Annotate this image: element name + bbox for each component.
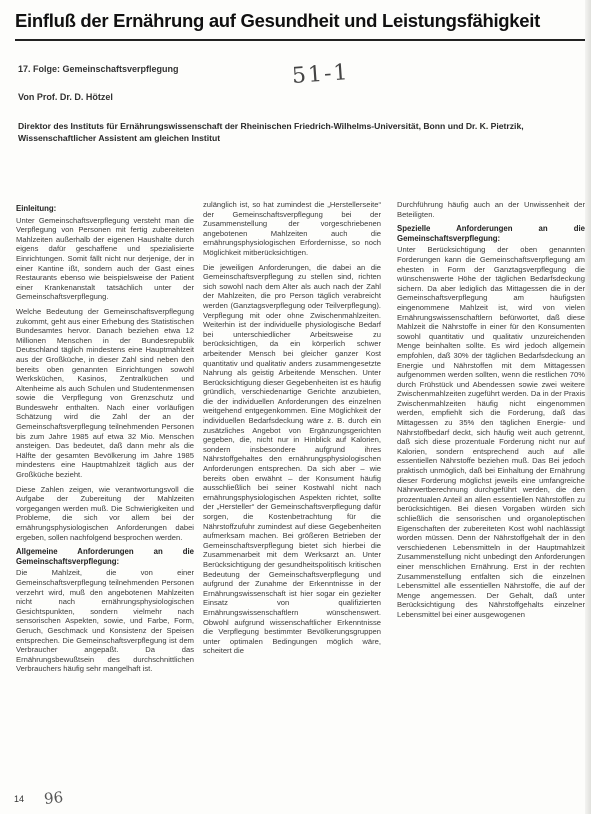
text-column-3 [397,200,585,800]
text-column-2 [203,200,381,800]
paragraph: zulänglich ist, so hat zumindest die „Herstellerseite“ der Gemeinschaftsverpflegung bei der Zusammenstellung der vorgeschriebenen angebotenen Mahlzeiten auch die ernährungsphysiologischen Erfordernisse, so noch Möglichkeit mitberücksichtigen. [203,200,381,257]
paragraph: Diese Zahlen zeigen, wie verantwortungsvoll die Aufgabe der Zubereitung der Mahlzeiten vorgegangen werden muß. Die Schwierigkeiten und Probleme, die sich vor allem bei der ernährungsphysiologischen Anforderungen dabei ergeben, sollen nachfolgend besprochen werden. [16,484,194,542]
paragraph: Durchführung häufig auch an der Unwissenheit der Beteiligten. [397,200,585,219]
section-heading-special-requirements: Spezielle Anforderungen an die Gemeinschaftsverpflegung: [397,224,585,243]
article-title: Einfluß der Ernährung auf Gesundheit und Leistungsfähigkeit [15,10,540,31]
page-edge-shadow [585,0,591,814]
handwritten-annotation: 51-1 [291,60,351,89]
paragraph: Welche Bedeutung der Gemeinschaftsverpflegung zukommt, geht aus einer Erhebung des Statistischen Bundesamtes hervor. Danach beziehen etwa 12 Millionen Menschen in der Bundesrepublik Deutschland täglich mindestens eine Hauptmahlzeit aus der Großküche, in dieser Zahl sind neben den bereits oben genannten Einrichtungen sowohl Werksküchen, Kasinos, Zentralküchen und Altenheime als auch Schulen und Studentenmensen sowie die Verpflegung von Grenzschutz und Bundeswehr enthalten. Nach einer vorläufigen Schätzung wird die Zahl der an der Gemeinschaftsverpflegung teilnehmenden Personen bis zum Jahre 1985 auf etwa 32 Mio. Menschen ansteigen. Das bedeutet, daß dann mehr als die Hälfte der gesamten Bevölkerung im Jahre 1985 mindestens eine Hauptmahlzeit täglich aus der Großküche bezieht. [16,306,194,480]
title-divider [15,39,591,41]
paragraph: Unter Berücksichtigung der oben genannten Forderungen kann die Gemeinschaftsverpflegung am ehesten in Form der Ganztagsverpflegung die wünschenswerte Höhe der täglichen Bedarfsdeckung sichern. Da aber lediglich das Mittagessen die in der Gemeinschaftsverpflegung am häufigsten eingenommene Mahlzeit ist, wird von vielen Ernährungswissenschaftlern befürwortet, daß diese Mahlzeit die Nährstoffe in einer für den Konsumenten sowohl quantitativ und qualitativ unzureichenden Menge beinhalten sollte. Es wird jedoch allgemein empfohlen, daß 30% der täglichen Bedarfsdeckung an Energie und Nährstoffen mit dem Mittagessen aufgenommen werden sollten, wenn die restlichen 70% durch Frühstück und Abendessen sowie zwei weitere Zwischenmahlzeiten zugeführt werden. Da in der Praxis Zwischenmahlzeiten häufig nicht eingenommen werden, empfiehlt sich die Forderung, daß das Mittagessen zu 35% den täglichen Energie- und Nährstoffbedarf deckt, sich häufig weit auch getrennt, daß sich diese prozentuale Forderung nicht nur auf Kalorien, sondern entsprechend auch auf alle essentiellen Nährstoffe beziehen muß. Das Bei jedoch praktisch unmöglich, daß bei Einhaltung der Ernährung dieser Forderung möglichst jeweils eine umfangreiche Nährwertberechnung durchgeführt werden, die den prozentualen Anteil an allen essentiellen Nährstoffen zu berücksichtigen. Bei diesen Vorgaben würden sich schließlich die sensorischen und organoleptischen Eigenschaften der zubereiteten Kost wohl nachlässigt worden müssen. Denn der Nährstoffgehalt der in den verschiedenen Lebensmitteln in der Hauptmahlzeit Zusammenstellung nicht unbedingt den Anforderungen einer menschlichen Ernährung. Erst in der rechten Zusammenstellung entfalten sich die einzelnen Lebensmittel alle essentiellen Nährstoffe, die auf der Menge angemessen. Der Gehalt, daß unter Berücksichtigung des Nährstoffgehalts einzelner Lebensmittel bei einer ausgewogenen [397,245,585,619]
text-column-1 [16,200,194,800]
paragraph: Die jeweiligen Anforderungen, die dabei an die Gemeinschaftsverpflegung zu stellen sind, richten sich sowohl nach dem Alter als auch nach der Zahl der Mahlzeiten, die pro Person täglich verabreicht werden (Ganztagsverpflegung oder Teilverpflegung). Verpflegung mit oder ohne Zwischenmahlzeiten. Weiterhin ist der individuelle physiologische Bedarf bei unterschiedlicher Arbeitsweise zu berücksichtigen, da ein körperlich schwer arbeitender Mensch bei gleicher ganzer Kost quantitativ und qualitativ anders zusammengesetzte Nahrung als geistig Arbeitende Menschen. Unter Berücksichtigung dieser Gegebenheiten ist es häufig gründlich, verschiedenartige Gerichte anzubieten, die der individuellen Anforderungen des einzelnen weitgehend entgegenkommen. Eine Möglichkeit der individuellen Bedarfsdeckung wäre z. B. durch ein zusätzliches Angebot von Ergänzungsgerichten gegeben, die, nicht nur in Hinblick auf Kalorien, sondern insbesondere aufgrund ihres Nährstoffgehaltes den ernährungsphysiologischen Anforderungen entsprechen. Da sich aber – wie bereits oben erwähnt – der Konsument häufig ausschließlich bei seiner Kostwahl nicht nach ernährungsphysiologischen Aspekten richtet, sollte der „Hersteller“ der Gemeinschaftsverpflegung dafür sorgen, die Kostenbetrachtung für die Nährstoffzufuhr zumindest auf diese Gegebenheiten aufmerksam machen. Bei größeren Betrieben der Gemeinschaftsverpflegung bietet sich hierbei die Zusammenarbeit mit dem Werksarzt an. Unter Berücksichtigung der gesundheitspolitisch kritischen Bedeutung der Gemeinschaftsverpflegung und aufgrund der Zunahme der Erkenntnisse in der Ernährungswissenschaft ist hier sogar ein gezielter Einsatz von qualifizierten Ernährungswissenschaftlern wünschenswert. Obwohl aufgrund wissenschaftlicher Erkenntnisse die Verpflegung bestimmter Bevölkerungsgruppen unter optimalen Bedingungen möglich wäre, scheitert die [203,262,381,656]
paragraph: Die Mahlzeit, die von einer Gemeinschaftsverpflegung teilnehmenden Personen verzehrt wird, muß den angebotenen Mahlzeiten nicht nach ernährungsphysiologischen Gesichtspunkten, sondern vielmehr nach sensorischen Aspekten, sowie, und Farbe, Form, Geruch, Geschmack und Konsistenz der Speisen entsprechen. Die Gemeinschaftsverpflegung ist dem Verbraucher angepaßt. Da das Ernährungsbewußtsein des durchschnittlichen Verbrauchers häufig sehr mangelhaft ist. [16,568,194,674]
paragraph: Unter Gemeinschaftsverpflegung versteht man die Verpflegung von Personen mit fertig zubereiteten Mahlzeiten außerhalb der eigenen Haushalte durch eigens dafür geschaffene und spezialisierte Einrichtungen. Somit fällt nicht nur derjenige, der in einer Kantine ißt, sondern auch der Gast eines Restaurants ebenso wie beispielsweise der Patient einer Krankenanstalt tatsächlich unter der Gemeinschaftsverpflegung. [16,215,194,302]
author-affiliation: Direktor des Instituts für Ernährungswissenschaft der Rheinischen Friedrich-Wilhelms-Universität, Bonn und Dr. K. Pietrzik, Wissenschaftlicher Assistent am gleichen Institut [18,121,524,143]
author-line: Von Prof. Dr. D. Hötzel [18,92,113,102]
page-number: 14 [14,794,25,804]
series-label: 17. Folge: Gemeinschaftsverpflegung [18,64,179,74]
section-heading-general-requirements: Allgemeine Anforderungen an die Gemeinschaftsverpflegung: [16,547,194,566]
handwritten-page-note: 96 [43,788,64,808]
section-heading-introduction: Einleitung: [16,204,57,213]
